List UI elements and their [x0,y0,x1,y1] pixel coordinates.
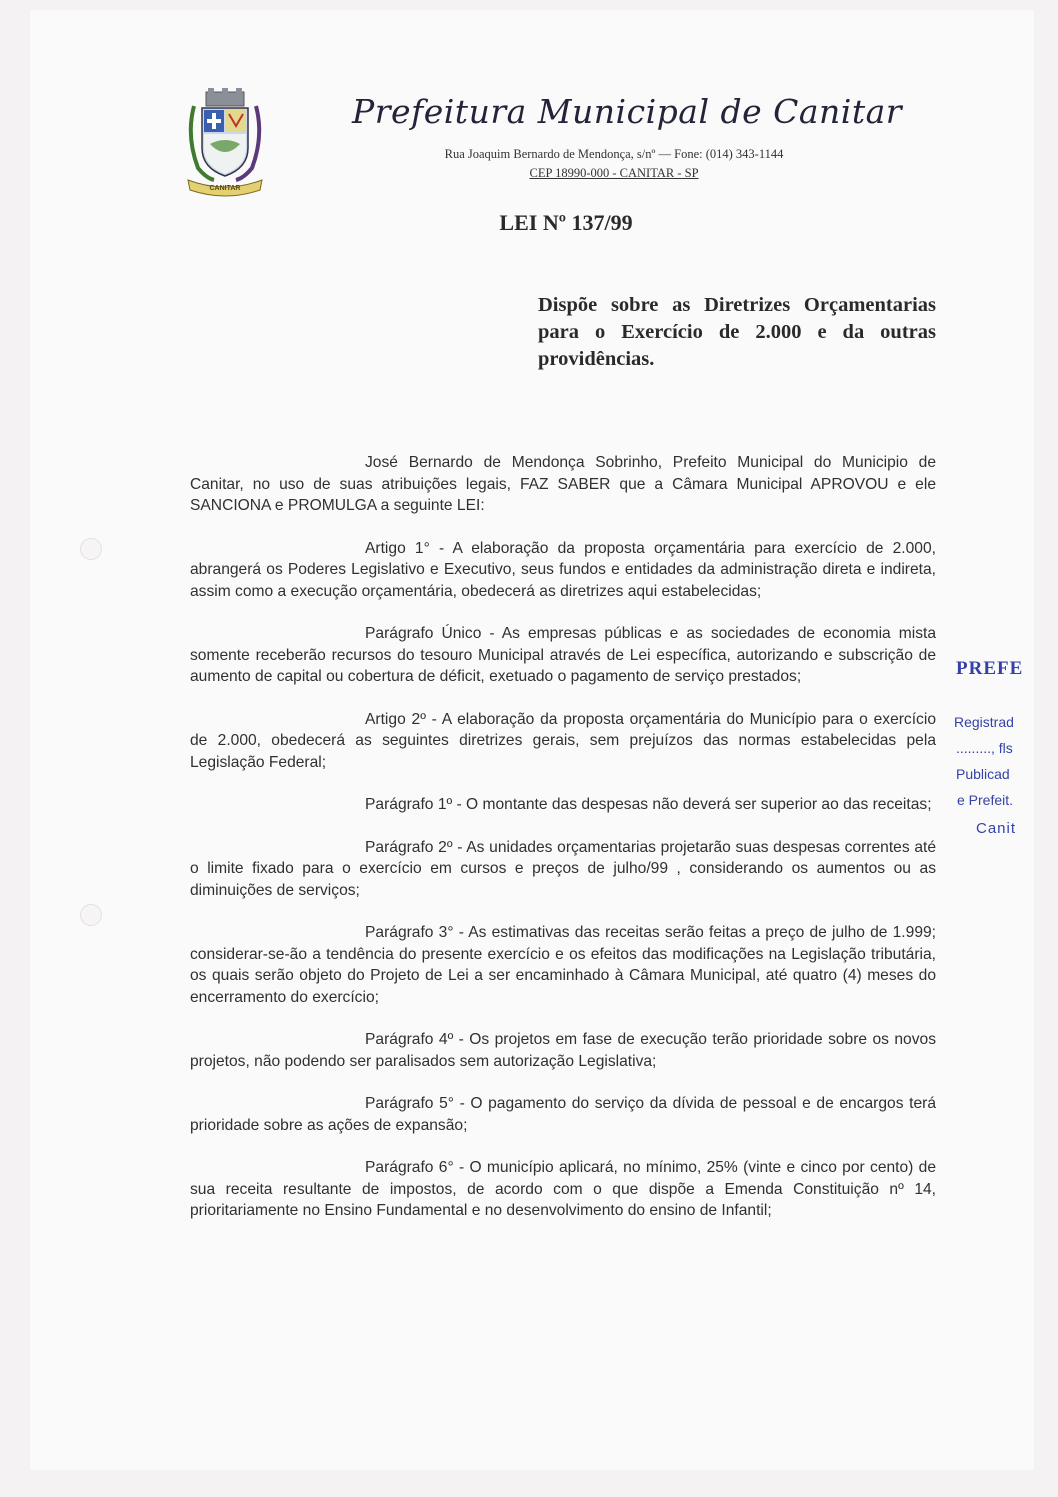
header-cep: CEP 18990-000 - CANITAR - SP [529,166,699,180]
stamp-line: Publicad [956,766,1010,782]
stamp-line: Canit [976,820,1017,837]
paragraph-paragrafo-1: Parágrafo 1º - O montante das despesas não deverá ser superior ao das receitas; [365,796,932,813]
stamp-line: Registrad [954,714,1014,730]
paragraph-paragrafo-5: Parágrafo 5° - O pagamento do serviço da dívida de pessoal e de encargos terá prioridade sobre as ações de expansão; [190,1095,936,1134]
paragraph-paragrafo-unico: Parágrafo Único - As empresas públicas e as sociedades de economia mista somente receberão recursos do tesouro Municipal através de Lei específica, autorizando e subscrição de aumento de capital ou cobertura de déficit, exetuado o pagamento de serviço prestados; [190,625,936,685]
stamp-line: e Prefeit. [957,792,1014,808]
punch-hole [80,538,102,560]
registration-stamp [954,658,1054,848]
punch-hole [80,904,102,926]
paragraph-paragrafo-6: Parágrafo 6° - O município aplicará, no mínimo, 25% (vinte e cinco por cento) de sua receita resultante de impostos, de acordo com o que dispõe a Emenda Constituição nº 14, prioritariamente no Ensino Fundamental e no desenvolvimento do ensino de Infantil; [190,1159,936,1219]
paragraph-paragrafo-2: Parágrafo 2º - As unidades orçamentarias projetarão suas despesas correntes até o limite fixado para o exercício em cursos e preços de julho/99 , considerando os aumentos ou as diminuições de serviços; [190,838,936,899]
header-title: Prefeitura Municipal de Canitar [352,92,903,131]
law-number: LEI Nº 137/99 [499,210,633,235]
paragraph-paragrafo-4: Parágrafo 4º - Os projetos em fase de execução terão prioridade sobre os novos projetos, não podendo ser paralisados sem autorização Legislativa; [190,1031,936,1070]
law-body [190,452,936,1222]
paragraph-artigo-2: Artigo 2º - A elaboração da proposta orçamentária do Município para o exercício de 2.000, obedecerá as seguintes diretrizes gerais, sem prejuízos das normas estabelecidas pela Legislação Federal; [190,710,936,771]
header-address: Rua Joaquim Bernardo de Mendonça, s/nº — Fone: (014) 343-1144 [444,147,784,161]
law-summary: Dispõe sobre as Diretrizes Orçamentarias para o Exercício de 2.000 e da outras providências. [538,294,936,370]
svg-text:CANITAR: CANITAR [209,185,241,192]
paragraph-paragrafo-3: Parágrafo 3° - As estimativas das receitas serão feitas a preço de julho de 1.999; considerar-se-ão a tendência do presente exercício e os efeitos das modificações na Legislação tributária, os quais serão objeto do Projeto de Lei a ser encaminhado à Câmara Municipal, até quatro (4) meses do encerramento do exercício; [190,924,936,1006]
stamp-line: ........., fls [956,740,1013,756]
municipal-crest-icon [184,86,266,198]
paragraph-artigo-1: Artigo 1° - A elaboração da proposta orçamentária para exercício de 2.000, abrangerá os Poderes Legislativo e Executivo, seus fundos e entidades da administração direta e indireta, assim como a execução orçamentária, obedecerá as diretrizes aqui estabelecidas; [190,539,936,600]
paragraph-preamble: José Bernardo de Mendonça Sobrinho, Prefeito Municipal do Municipio de Canitar, no uso de suas atribuições legais, FAZ SABER que a Câmara Municipal APROVOU e ele SANCIONA e PROMULGA a seguinte LEI: [190,454,936,514]
stamp-line: PREFE [956,658,1024,679]
